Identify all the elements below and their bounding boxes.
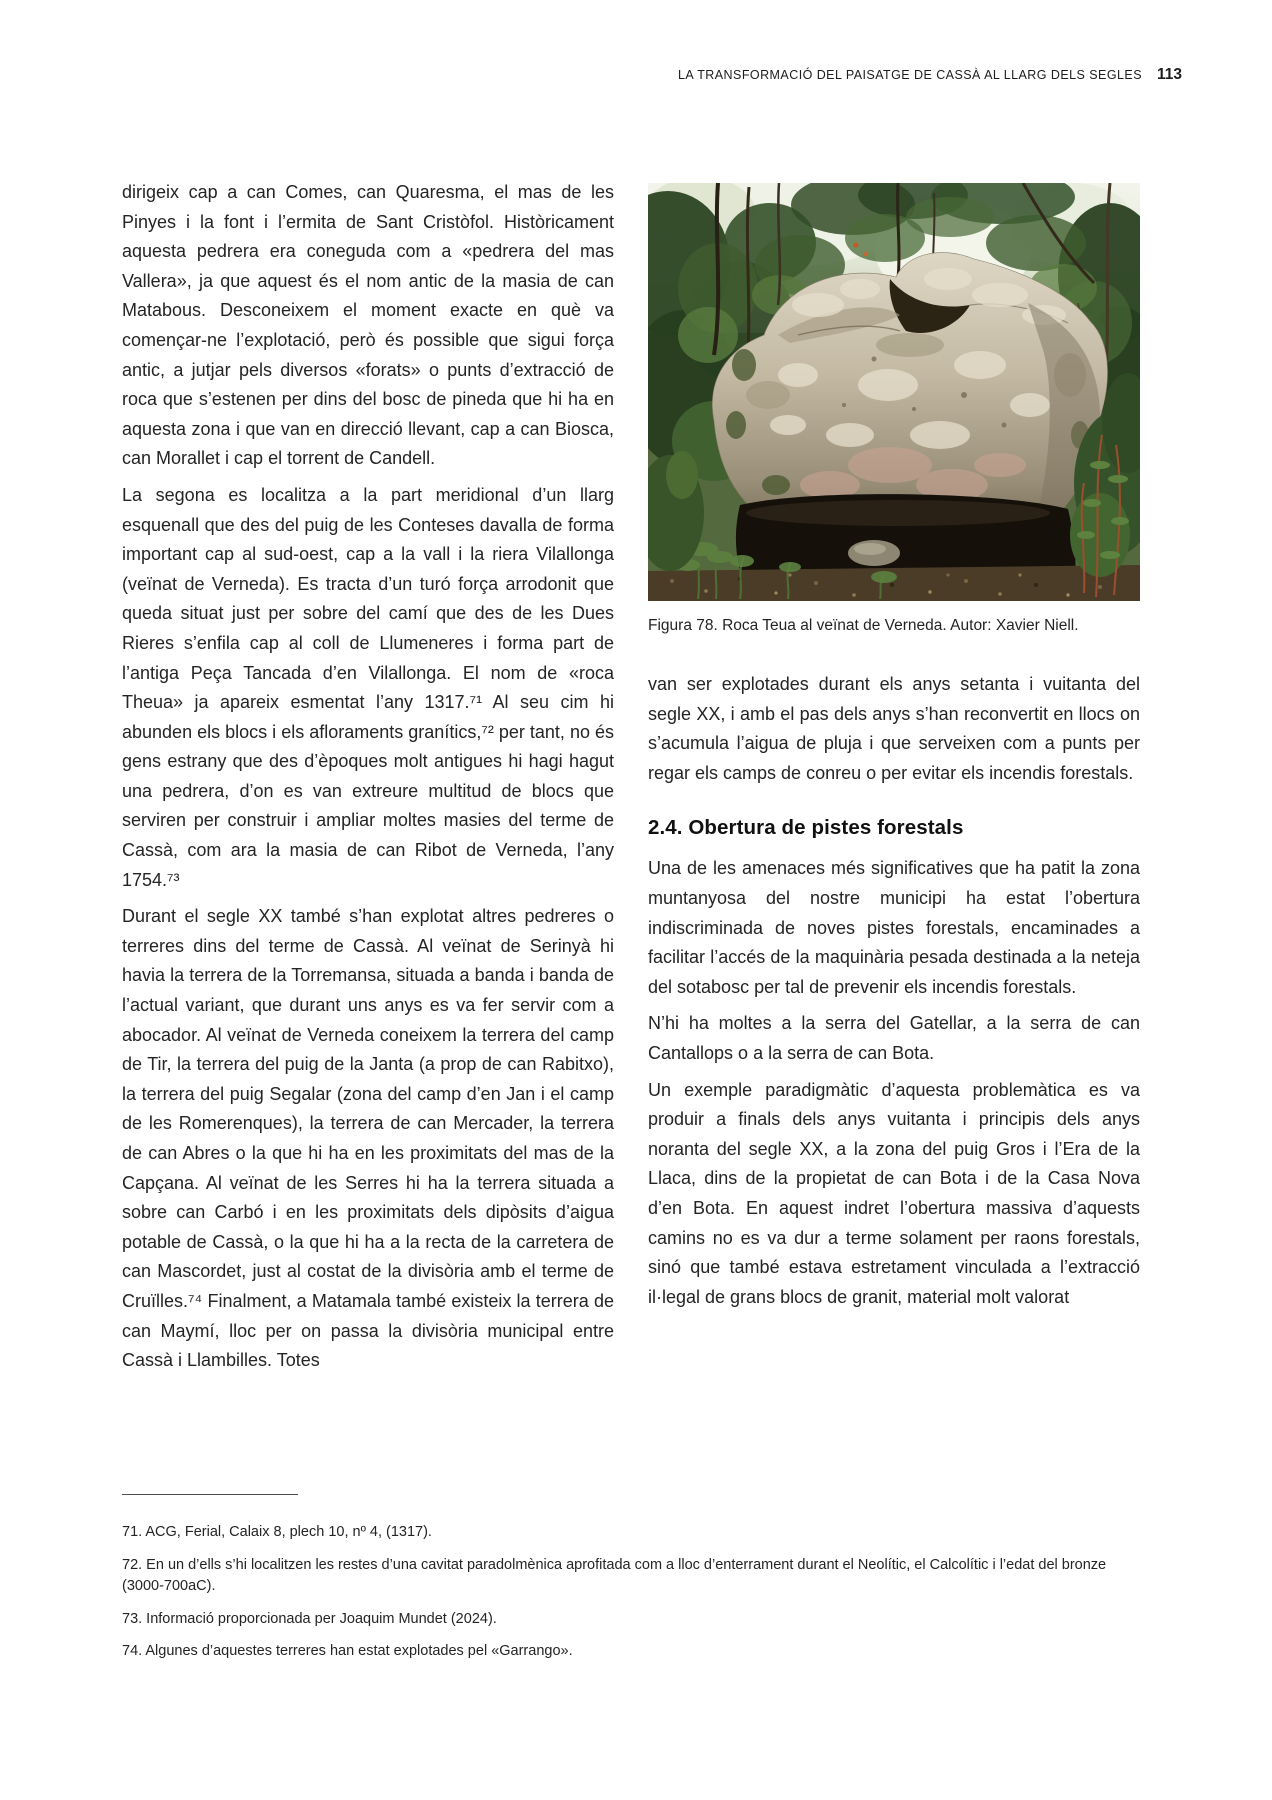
running-head xyxy=(122,66,1182,84)
footnote: 71. ACG, Ferial, Calaix 8, plech 10, nº 4, (1317). xyxy=(122,1524,432,1540)
paragraph: dirigeix cap a can Comes, can Quaresma, el mas de les Pinyes i la font i l’ermita de Sant Cristòfol. Històricament aquesta pedrera era coneguda com a «pedrera del mas Vallera», ja que aquest és el nom antic de la masia de can Matabous. Desconeixem el moment exacte en què va començar-ne l’explotació, però és possible que sigui força antic, a jutjar pels diversos «forats» o punts d’extracció de roca que s’estenen per dins del bosc de pineda que hi ha en aquesta zona i que van en direcció llevant, cap a can Biosca, can Morallet i cap el torrent de Candell. xyxy=(122,182,614,469)
footnotes xyxy=(122,1494,1140,1674)
footnote: 73. Informació proporcionada per Joaquim Mundet (2024). xyxy=(122,1610,497,1627)
text-columns xyxy=(122,178,1140,1376)
figure-78 xyxy=(648,183,1140,637)
section-heading: 2.4. Obertura de pistes forestals xyxy=(648,816,964,840)
footnote-divider xyxy=(122,1494,298,1495)
footnote: 74. Algunes d’aquestes terreres han estat explotades pel «Garrango». xyxy=(122,1643,573,1659)
paragraph: N’hi ha moltes a la serra del Gatellar, a la serra de can Cantallops o a la serra de can Bota. xyxy=(648,1013,1140,1063)
right-column xyxy=(648,178,1140,1312)
paragraph: Durant el segle XX també s’han explotat altres pedreres o terreres dins del terme de Cassà. Al veïnat de Serinyà hi havia la terrera de la Torremansa, situada a banda i banda de l’actual variant, que durant uns anys es va fer servir com a abocador. Al veïnat de Verneda coneixem la terrera del camp de Tir, la terrera del puig de la Janta (a prop de can Rabitxo), la terrera del puig Segalar (zona del camp d’en Jan i el camp de les Romerenques), la terrera de can Mercader, la terrera de can Abres o la que hi ha en les proximitats del mas de la Capçana. Al veïnat de les Serres hi ha la terrera situada a sobre can Carbó i en les proximitats dels dipòsits d’aigua potable de Cassà, o la que hi ha a la recta de la carretera de can Mascordet, just al costat de la divisòria amb el terme de Cruïlles.⁷⁴ Finalment, a Matamala també existeix la terrera de can Maymí, lloc per on passa la divisòria municipal entre Cassà i Llambilles. Totes xyxy=(122,906,614,1371)
footnote: 72. En un d’ells s’hi localitzen les restes d’una cavitat paradolmènica aprofitada com a lloc d’enterrament durant el Neolític, el Calcolític i l’edat del bronze (3000-700aC). xyxy=(122,1556,1107,1594)
figure-caption: Figura 78. Roca Teua al veïnat de Verneda. Autor: Xavier Niell. xyxy=(648,617,1079,634)
page-number: 113 xyxy=(1156,66,1182,83)
running-head-title: LA TRANSFORMACIÓ DEL PAISATGE DE CASSÀ AL LLARG DELS SEGLES xyxy=(678,68,1142,82)
roca-teua-photo xyxy=(648,183,1140,601)
paragraph: van ser explotades durant els anys setanta i vuitanta del segle XX, i amb el pas dels anys s’han reconvertit en llocs on s’acumula l’aigua de pluja i que serveixen com a punts per regar els camps de conreu o per evitar els incendis forestals. xyxy=(648,674,1140,783)
left-column xyxy=(122,178,614,1376)
paragraph: Un exemple paradigmàtic d’aquesta problemàtica es va produir a finals dels anys vuitanta i principis dels anys noranta del segle XX, a la zona del puig Gros i l’Era de la Llaca, dins de la propietat de can Bota i de la Casa Nova d’en Bota. En aquest indret l’obertura massiva d’aquests camins no es va dur a terme solament per raons forestals, sinó que també estava estretament vinculada a l’extracció il·legal de grans blocs de granit, material molt valorat xyxy=(648,1079,1140,1307)
paragraph: La segona es localitza a la part meridional d’un llarg esquenall que des del puig de les Conteses davalla de forma important cap al sud-oest, cap a la vall i la riera Vilallonga (veïnat de Verneda). Es tracta d’un turó força arrodonit que queda situat just per sobre del camí que des de les Dues Rieres s’enfila cap al coll de Llumeneres i forma part de l’antiga Peça Tancada d’en Vilallonga. El nom de «roca Theua» ja apareix esmentat l’any 1317.⁷¹ Al seu cim hi abunden els blocs i els afloraments granítics,⁷² per tant, no és gens estrany que des d’èpoques molt antigues hi hagi hagut una pedrera, d’on es van extreure multitud de blocs que serviren per construir i ampliar moltes masies del terme de Cassà, com ara la masia de can Ribot de Verneda, l’any 1754.⁷³ xyxy=(122,484,614,890)
paragraph: Una de les amenaces més significatives que ha patit la zona muntanyosa del nostre municipi ha estat l’obertura indiscriminada de noves pistes forestals, encaminades a facilitar l’accés de la maquinària pesada destinada a la neteja del sotabosc per tal de prevenir els incendis forestals. xyxy=(648,858,1140,997)
